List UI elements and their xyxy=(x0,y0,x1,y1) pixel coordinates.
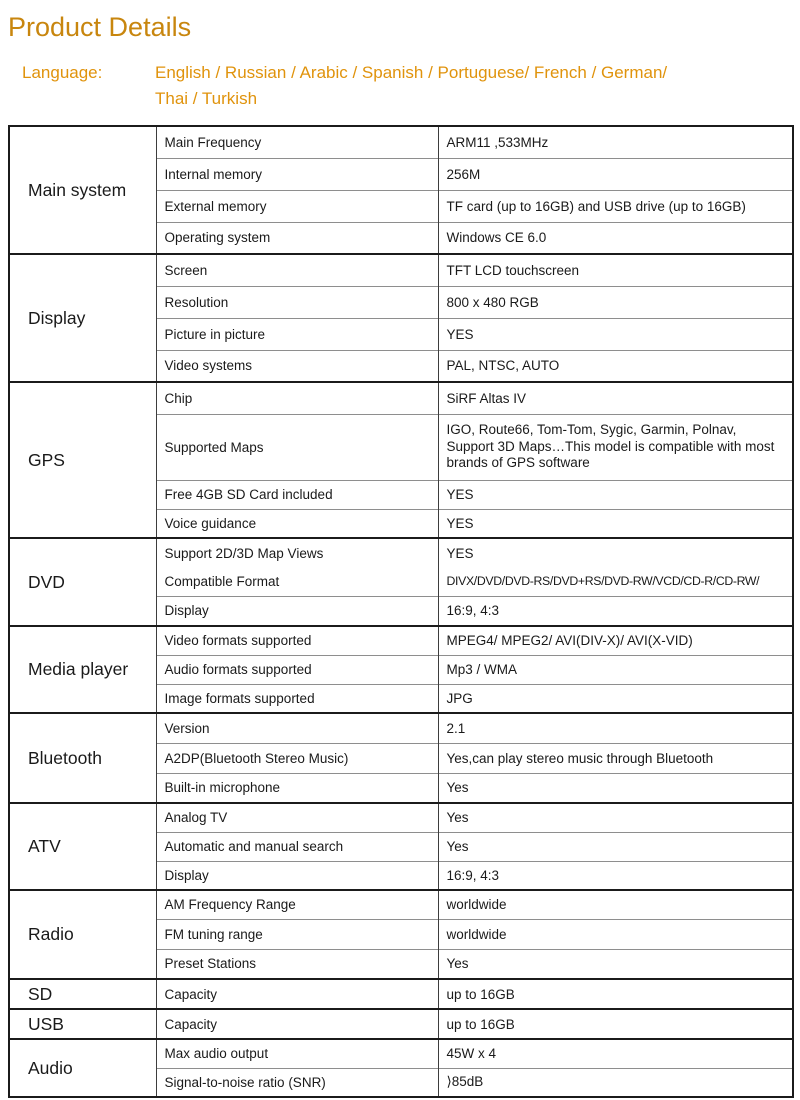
spec-label-cell: Screen xyxy=(156,254,438,286)
spec-value-cell: YES xyxy=(438,509,793,538)
spec-value-cell: Mp3 / WMA xyxy=(438,655,793,684)
spec-value-cell: Windows CE 6.0 xyxy=(438,222,793,254)
spec-value-cell: TF card (up to 16GB) and USB drive (up to 16GB) xyxy=(438,190,793,222)
spec-value-cell: 16:9, 4:3 xyxy=(438,596,793,626)
spec-value-cell: ⟩85dB xyxy=(438,1068,793,1097)
spec-label-cell: Voice guidance xyxy=(156,509,438,538)
spec-value-cell: Yes xyxy=(438,949,793,979)
category-cell-usb: USB xyxy=(9,1009,156,1039)
spec-value-cell: PAL, NTSC, AUTO xyxy=(438,350,793,382)
spec-value-cell: YES xyxy=(438,318,793,350)
language-line-1: English / Russian / Arabic / Spanish / Portuguese/ French / German/ xyxy=(155,63,668,82)
spec-value-cell: 45W x 4 xyxy=(438,1039,793,1068)
spec-value-cell: YES xyxy=(438,480,793,509)
spec-value-cell: 800 x 480 RGB xyxy=(438,286,793,318)
spec-value-cell: 256M xyxy=(438,158,793,190)
spec-value-cell: JPG xyxy=(438,684,793,713)
spec-label-cell: Automatic and manual search xyxy=(156,832,438,861)
page-title: Product Details xyxy=(8,12,192,42)
table-row xyxy=(9,803,793,832)
spec-label-cell: Compatible Format xyxy=(156,567,438,596)
spec-label-cell: Internal memory xyxy=(156,158,438,190)
spec-label-cell: Operating system xyxy=(156,222,438,254)
spec-label-cell: Video systems xyxy=(156,350,438,382)
spec-label-cell: Max audio output xyxy=(156,1039,438,1068)
spec-label-cell: Chip xyxy=(156,382,438,414)
spec-value-cell: ARM11 ,533MHz xyxy=(438,126,793,158)
spec-value-cell: DIVX/DVD/DVD-RS/DVD+RS/DVD-RW/VCD/CD-R/CD-RW/ xyxy=(438,567,793,596)
table-row xyxy=(9,979,793,1009)
spec-value-cell: Yes xyxy=(438,832,793,861)
table-row xyxy=(9,382,793,414)
spec-label-cell: Capacity xyxy=(156,1009,438,1039)
spec-value-cell: Yes xyxy=(438,803,793,832)
spec-label-cell: A2DP(Bluetooth Stereo Music) xyxy=(156,743,438,773)
table-row xyxy=(9,626,793,655)
spec-label-cell: Preset Stations xyxy=(156,949,438,979)
spec-label-cell: Display xyxy=(156,596,438,626)
category-cell-gps: GPS xyxy=(9,382,156,538)
spec-value-cell: worldwide xyxy=(438,890,793,919)
spec-label-cell: Capacity xyxy=(156,979,438,1009)
spec-label-cell: Audio formats supported xyxy=(156,655,438,684)
spec-value-cell: YES xyxy=(438,538,793,567)
spec-value-cell: 2.1 xyxy=(438,713,793,743)
spec-value-cell: up to 16GB xyxy=(438,1009,793,1039)
spec-label-cell: Supported Maps xyxy=(156,414,438,480)
spec-label-cell: Resolution xyxy=(156,286,438,318)
spec-value-cell: IGO, Route66, Tom-Tom, Sygic, Garmin, Polnav, Support 3D Maps…This model is compatible with most brands of GPS software xyxy=(438,414,793,480)
spec-label-cell: Free 4GB SD Card included xyxy=(156,480,438,509)
category-cell-main-system: Main system xyxy=(9,126,156,254)
spec-label-cell: Picture in picture xyxy=(156,318,438,350)
category-cell-media-player: Media player xyxy=(9,626,156,713)
table-row xyxy=(9,1039,793,1068)
table-row xyxy=(9,126,793,158)
table-row xyxy=(9,538,793,567)
spec-label-cell: Image formats supported xyxy=(156,684,438,713)
spec-label-cell: Video formats supported xyxy=(156,626,438,655)
table-row xyxy=(9,254,793,286)
spec-label-cell: Signal-to-noise ratio (SNR) xyxy=(156,1068,438,1097)
language-row xyxy=(22,60,800,112)
spec-value-cell: Yes xyxy=(438,773,793,803)
category-cell-display: Display xyxy=(9,254,156,382)
category-cell-audio: Audio xyxy=(9,1039,156,1097)
category-cell-radio: Radio xyxy=(9,890,156,979)
spec-table xyxy=(8,125,794,1098)
category-cell-dvd: DVD xyxy=(9,538,156,626)
spec-value-cell: 16:9, 4:3 xyxy=(438,861,793,890)
spec-label-cell: External memory xyxy=(156,190,438,222)
table-row xyxy=(9,890,793,919)
spec-value-cell: Yes,can play stereo music through Bluetooth xyxy=(438,743,793,773)
spec-value-cell: SiRF Altas IV xyxy=(438,382,793,414)
spec-value-cell: up to 16GB xyxy=(438,979,793,1009)
spec-label-cell: Display xyxy=(156,861,438,890)
language-list xyxy=(155,60,800,112)
spec-label-cell: Analog TV xyxy=(156,803,438,832)
language-line-2: Thai / Turkish xyxy=(155,89,258,108)
category-cell-atv: ATV xyxy=(9,803,156,890)
spec-value-cell: TFT LCD touchscreen xyxy=(438,254,793,286)
category-cell-sd: SD xyxy=(9,979,156,1009)
category-cell-bluetooth: Bluetooth xyxy=(9,713,156,803)
table-row xyxy=(9,713,793,743)
spec-label-cell: AM Frequency Range xyxy=(156,890,438,919)
spec-label-cell: Version xyxy=(156,713,438,743)
spec-label-cell: Built-in microphone xyxy=(156,773,438,803)
spec-label-cell: Main Frequency xyxy=(156,126,438,158)
spec-value-cell: MPEG4/ MPEG2/ AVI(DIV-X)/ AVI(X-VID) xyxy=(438,626,793,655)
table-row xyxy=(9,1009,793,1039)
spec-label-cell: Support 2D/3D Map Views xyxy=(156,538,438,567)
spec-label-cell: FM tuning range xyxy=(156,919,438,949)
language-label: Language: xyxy=(22,63,103,82)
spec-value-cell: worldwide xyxy=(438,919,793,949)
